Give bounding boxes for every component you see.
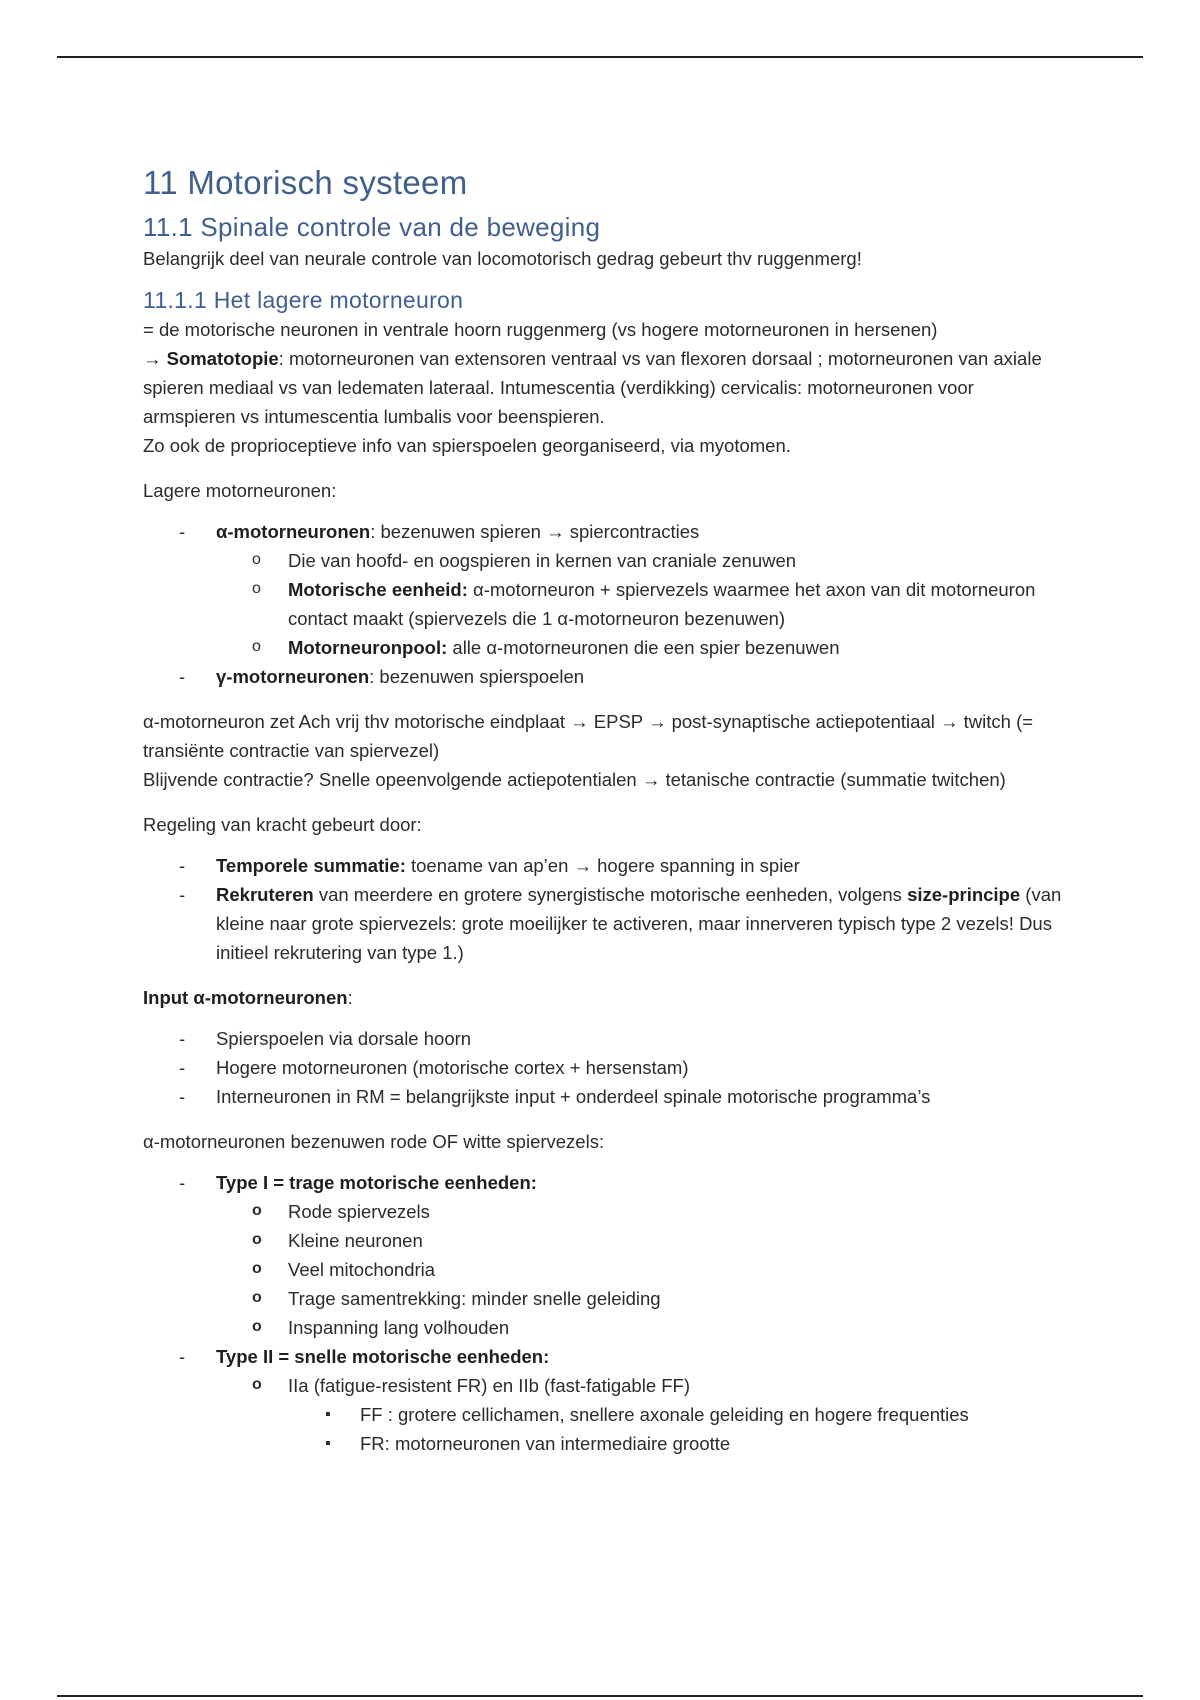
- temporal-label: Temporele summatie:: [216, 855, 406, 876]
- section-title: 11.1 Spinale controle van de beweging: [143, 212, 601, 242]
- list-item-alpha-sub1: o Die van hoofd- en oogspieren in kernen van craniale zenuwen: [143, 546, 1063, 575]
- list-item-alpha: [143, 517, 1063, 546]
- list-item: - Hogere motorneuronen (motorische cortex + hersenstam): [143, 1053, 1063, 1082]
- intro-paragraph: Belangrijk deel van neurale controle van locomotorisch gedrag gebeurt thv ruggenmerg!: [143, 248, 862, 269]
- list-item-recruitment: [143, 880, 1063, 967]
- temporal-text: toename van ap’en → hogere spanning in spier: [405, 855, 800, 876]
- list-item-type-2: [143, 1342, 1063, 1371]
- list-item-type-1: [143, 1168, 1063, 1197]
- proprio-paragraph: Zo ook de proprioceptieve info van spierspoelen georganiseerd, via myotomen.: [143, 435, 791, 456]
- motor-unit-label: Motorische eenheid:: [288, 579, 468, 600]
- input-list: [143, 1024, 1063, 1111]
- input-title: [143, 983, 1063, 1012]
- alpha-text: : bezenuwen spieren → spiercontracties: [370, 521, 700, 542]
- type-2-label: Type II = snelle motorische eenheden:: [216, 1346, 550, 1367]
- list-item: o Kleine neuronen: [143, 1226, 1063, 1255]
- fibers-title: α-motorneuronen bezenuwen rode OF witte spiervezels:: [143, 1131, 605, 1152]
- list-item: o Veel mitochondria: [143, 1255, 1063, 1284]
- motorneuron-list: [143, 517, 1063, 691]
- gamma-label: γ-motorneuronen: [216, 666, 370, 687]
- list-item: - Spierspoelen via dorsale hoorn: [143, 1024, 1063, 1053]
- list-item: o Inspanning lang volhouden: [143, 1313, 1063, 1342]
- size-principle-label: size-principe: [907, 884, 1021, 905]
- force-list: [143, 851, 1063, 967]
- pool-label: Motorneuronpool:: [288, 637, 448, 658]
- list-item-gamma: [143, 662, 1063, 691]
- fiber-type-list: [143, 1168, 1063, 1458]
- header-rule: [57, 56, 1143, 58]
- list-item: o IIa (fatigue-resistent FR) en IIb (fast-fatigable FF): [143, 1371, 1063, 1400]
- input-title-colon: :: [347, 987, 353, 1008]
- input-title-label: Input α-motorneuronen: [143, 987, 348, 1008]
- list-item: - Interneuronen in RM = belangrijkste input + onderdeel spinale motorische programma’s: [143, 1082, 1063, 1111]
- list-item-temporal-summation: [143, 851, 1063, 880]
- alpha-label: α-motorneuronen: [216, 521, 371, 542]
- somatotopie-paragraph: [143, 344, 1063, 431]
- list-item: ▪ FF : grotere cellichamen, snellere axonale geleiding en hogere frequenties: [143, 1400, 1063, 1429]
- recruitment-text: van meerdere en grotere synergistische motorische eenheden, volgens: [313, 884, 908, 905]
- arrow-glyph: →: [143, 348, 167, 369]
- list-item: ▪ FR: motorneuronen van intermediaire grootte: [143, 1429, 1063, 1458]
- somatotopie-label: Somatotopie: [166, 348, 279, 369]
- force-title: Regeling van kracht gebeurt door:: [143, 814, 422, 835]
- footer-rule: [57, 1695, 1143, 1697]
- size-principle-text: (van kleine naar grote spiervezels: grote moeilijker te activeren, maar innerveren typisch type 2 vezels! Dus initieel rekrutering van type 1.): [216, 884, 1062, 963]
- gamma-text: : bezenuwen spierspoelen: [369, 666, 585, 687]
- list-item: o Trage samentrekking: minder snelle geleiding: [143, 1284, 1063, 1313]
- type-1-label: Type I = trage motorische eenheden:: [216, 1172, 537, 1193]
- somatotopie-text: : motorneuronen van extensoren ventraal vs van flexoren dorsaal ; motorneuronen van axiale spieren mediaal vs van ledematen lateraal. Intumescentia (verdikking) cervicalis: motorneuronen voor armspieren vs intumescentia lumbalis voor beenspieren.: [143, 348, 1042, 427]
- recruitment-label: Rekruteren: [216, 884, 314, 905]
- subsection-title: 11.1.1 Het lagere motorneuron: [143, 287, 464, 313]
- motor-unit-text: α-motorneuron + spiervezels waarmee het axon van dit motorneuron contact maakt (spiervezels die 1 α-motorneuron bezenuwen): [288, 579, 1036, 629]
- document-page: [143, 162, 1063, 1458]
- ach-paragraph-1: α-motorneuron zet Ach vrij thv motorische eindplaat → EPSP → post-synaptische actiepotentiaal → twitch (= transiënte contractie van spiervezel): [143, 711, 1034, 761]
- list-item-motor-unit: [143, 575, 1063, 633]
- list-item: o Rode spiervezels: [143, 1197, 1063, 1226]
- lower-motorneurons-title: Lagere motorneuronen:: [143, 480, 337, 501]
- lmn-definition: = de motorische neuronen in ventrale hoorn ruggenmerg (vs hogere motorneuronen in hersenen): [143, 319, 938, 340]
- ach-paragraph-2: Blijvende contractie? Snelle opeenvolgende actiepotentialen → tetanische contractie (summatie twitchen): [143, 769, 1006, 790]
- chapter-title: 11 Motorisch systeem: [143, 164, 468, 201]
- pool-text: alle α-motorneuronen die een spier bezenuwen: [447, 637, 840, 658]
- list-item-motorneuron-pool: [143, 633, 1063, 662]
